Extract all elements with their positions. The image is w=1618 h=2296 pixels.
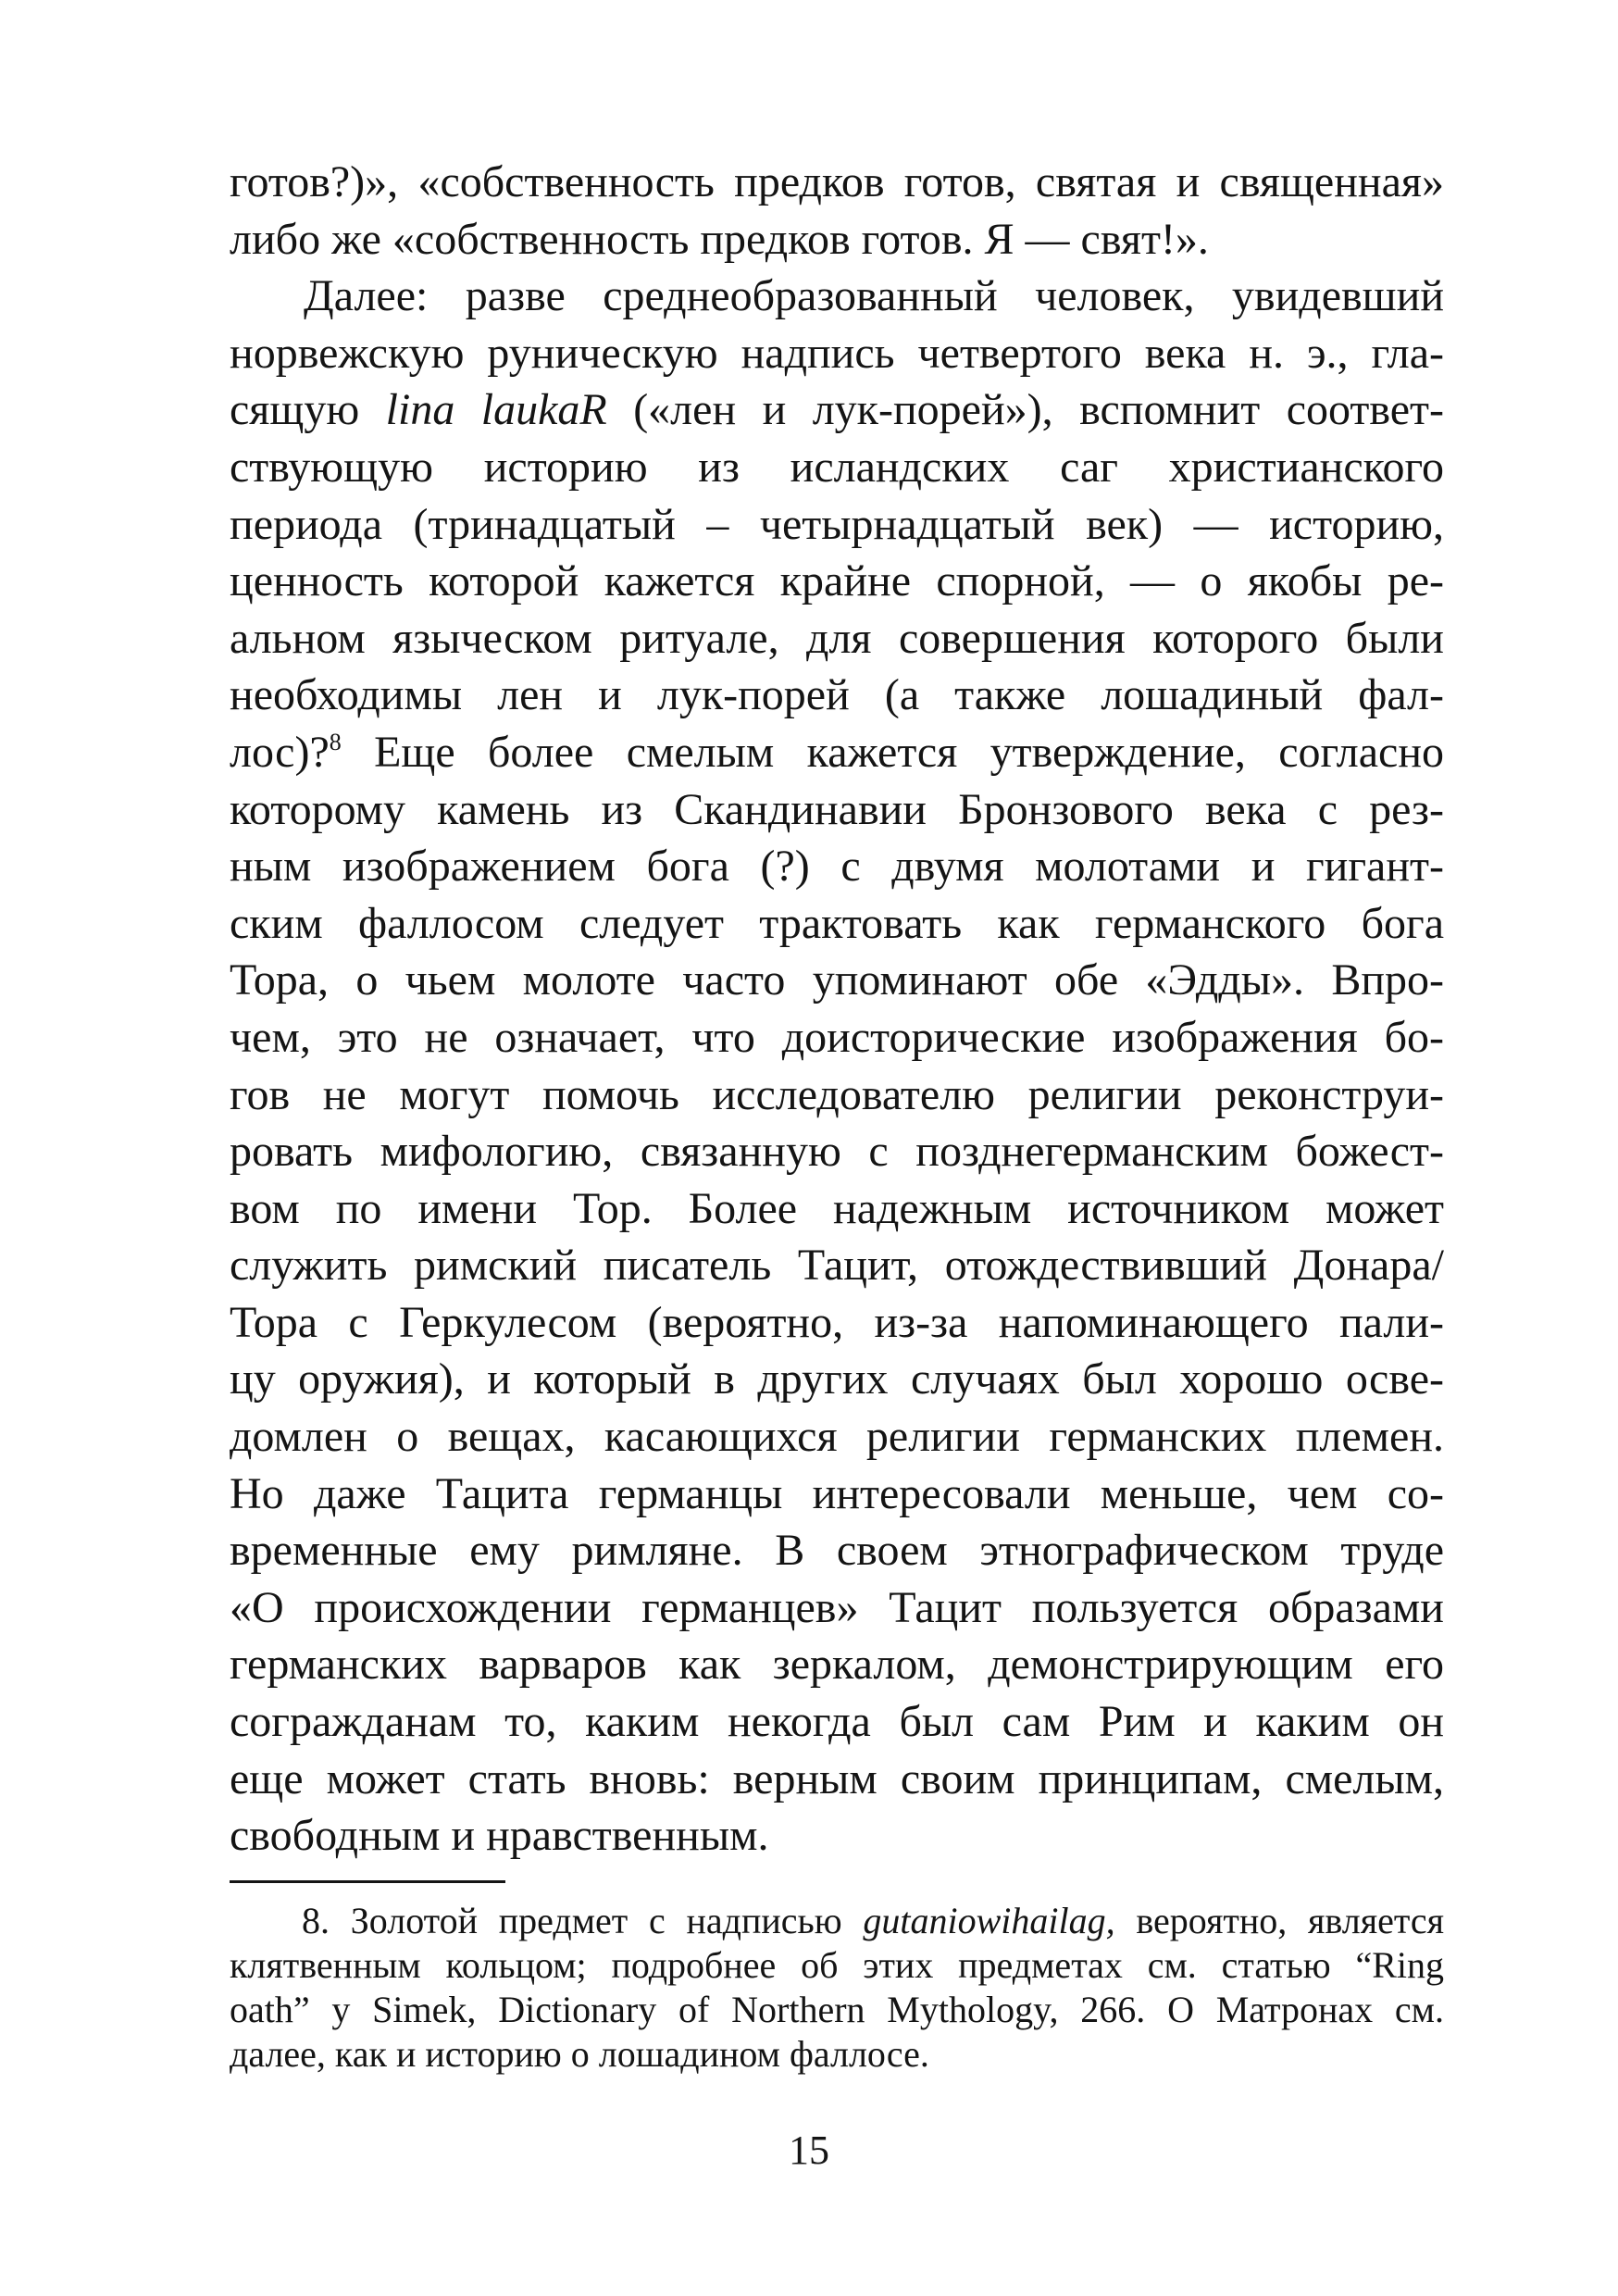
text-line: Но даже Тацита германцы интересовали меньше, чем со- (230, 1468, 1444, 1518)
footnote-line: клятвенным кольцом; подробнее об этих предметах см. статью “Ring (230, 1944, 1444, 1986)
footnote-8 (230, 1899, 1444, 2077)
text-line: Далее: разве среднеобразованный человек, увидевший (304, 271, 1444, 321)
footnote-line: 8. Золотой предмет с надписью gutaniowihailag, вероятно, является (302, 1900, 1444, 1941)
text-line: еще может стать вновь: верным своим принципам, смелым, (230, 1753, 1444, 1803)
text-line: норвежскую руническую надпись четвертого века н. э., гла- (230, 328, 1444, 378)
text-line: цу оружия), и который в других случаях был хорошо осве- (230, 1354, 1444, 1404)
text-line: лос)?$^8$ Еще более смелым кажется утверждение, согласно (230, 727, 1444, 777)
text-line: альном языческом ритуале, для совершения которого были (230, 613, 1444, 663)
text-line: временные ему римляне. В своем этнографическом труде (230, 1526, 1444, 1576)
text-line: Тора, о чьем молоте часто упоминают обе «Эдды». Впро- (230, 955, 1444, 1005)
text-line: сящую lina laukaR («лен и лук-порей»), вспомнит соответ- (230, 385, 1445, 435)
text-line: свободным и нравственным. (230, 1811, 769, 1861)
main-text (230, 154, 1444, 1865)
footnote-reference[interactable]: 8 (329, 728, 342, 755)
text-line: ствующую историю из исландских саг христианского (230, 442, 1444, 492)
text-line: периода (тринадцатый – четырнадцатый век) — историю, (230, 499, 1444, 549)
text-line: гов не могут помочь исследователю религии реконструи- (230, 1069, 1444, 1119)
text-line: ным изображением бога (?) с двумя молотами и гигант- (230, 842, 1444, 892)
footnote-line: далее, как и историю о лошадином фаллосе. (230, 2033, 929, 2075)
text-line: чем, это не означает, что доисторические изображения бо- (230, 1012, 1444, 1062)
text-line: ровать мифологию, связанную с позднегерманским божест- (230, 1127, 1444, 1177)
text-line: ценность которой кажется крайне спорной, — о якобы ре- (230, 556, 1444, 606)
text-line: германских варваров как зеркалом, демонстрирующим его (230, 1640, 1444, 1690)
runic-inscription: lina laukaR (385, 385, 607, 435)
text-line: вом по имени Тор. Более надежным источником может (230, 1183, 1444, 1233)
text-line: «О происхождении германцев» Тацит пользуется образами (230, 1582, 1444, 1632)
page-number: 15 (789, 2128, 829, 2173)
text-line: которому камень из Скандинавии Бронзового века с рез- (230, 784, 1444, 834)
text-line: готов?)», «собственность предков готов, святая и священная» (230, 157, 1444, 206)
text-line: необходимы лен и лук-порей (а также лошадиный фал- (230, 670, 1444, 720)
text-line: ским фаллосом следует трактовать как германского бога (230, 898, 1444, 948)
text-line: домлен о вещах, касающихся религии германских племен. (230, 1412, 1444, 1462)
footnote-line: oath” у Simek, Dictionary of Northern Mythology, 266. О Матронах см. (230, 1989, 1444, 2030)
text-line: служить римский писатель Тацит, отождествивший Донара/ (230, 1241, 1444, 1291)
text-line: либо же «собственность предков готов. Я — свят!». (230, 214, 1209, 264)
footnote-divider (230, 1880, 505, 1883)
text-line: Тора с Геркулесом (вероятно, из-за напоминающего пали- (230, 1297, 1444, 1347)
text-line: согражданам то, каким некогда был сам Рим и каким он (230, 1697, 1444, 1747)
inscription-text: gutaniowihailag, (863, 1900, 1115, 1941)
